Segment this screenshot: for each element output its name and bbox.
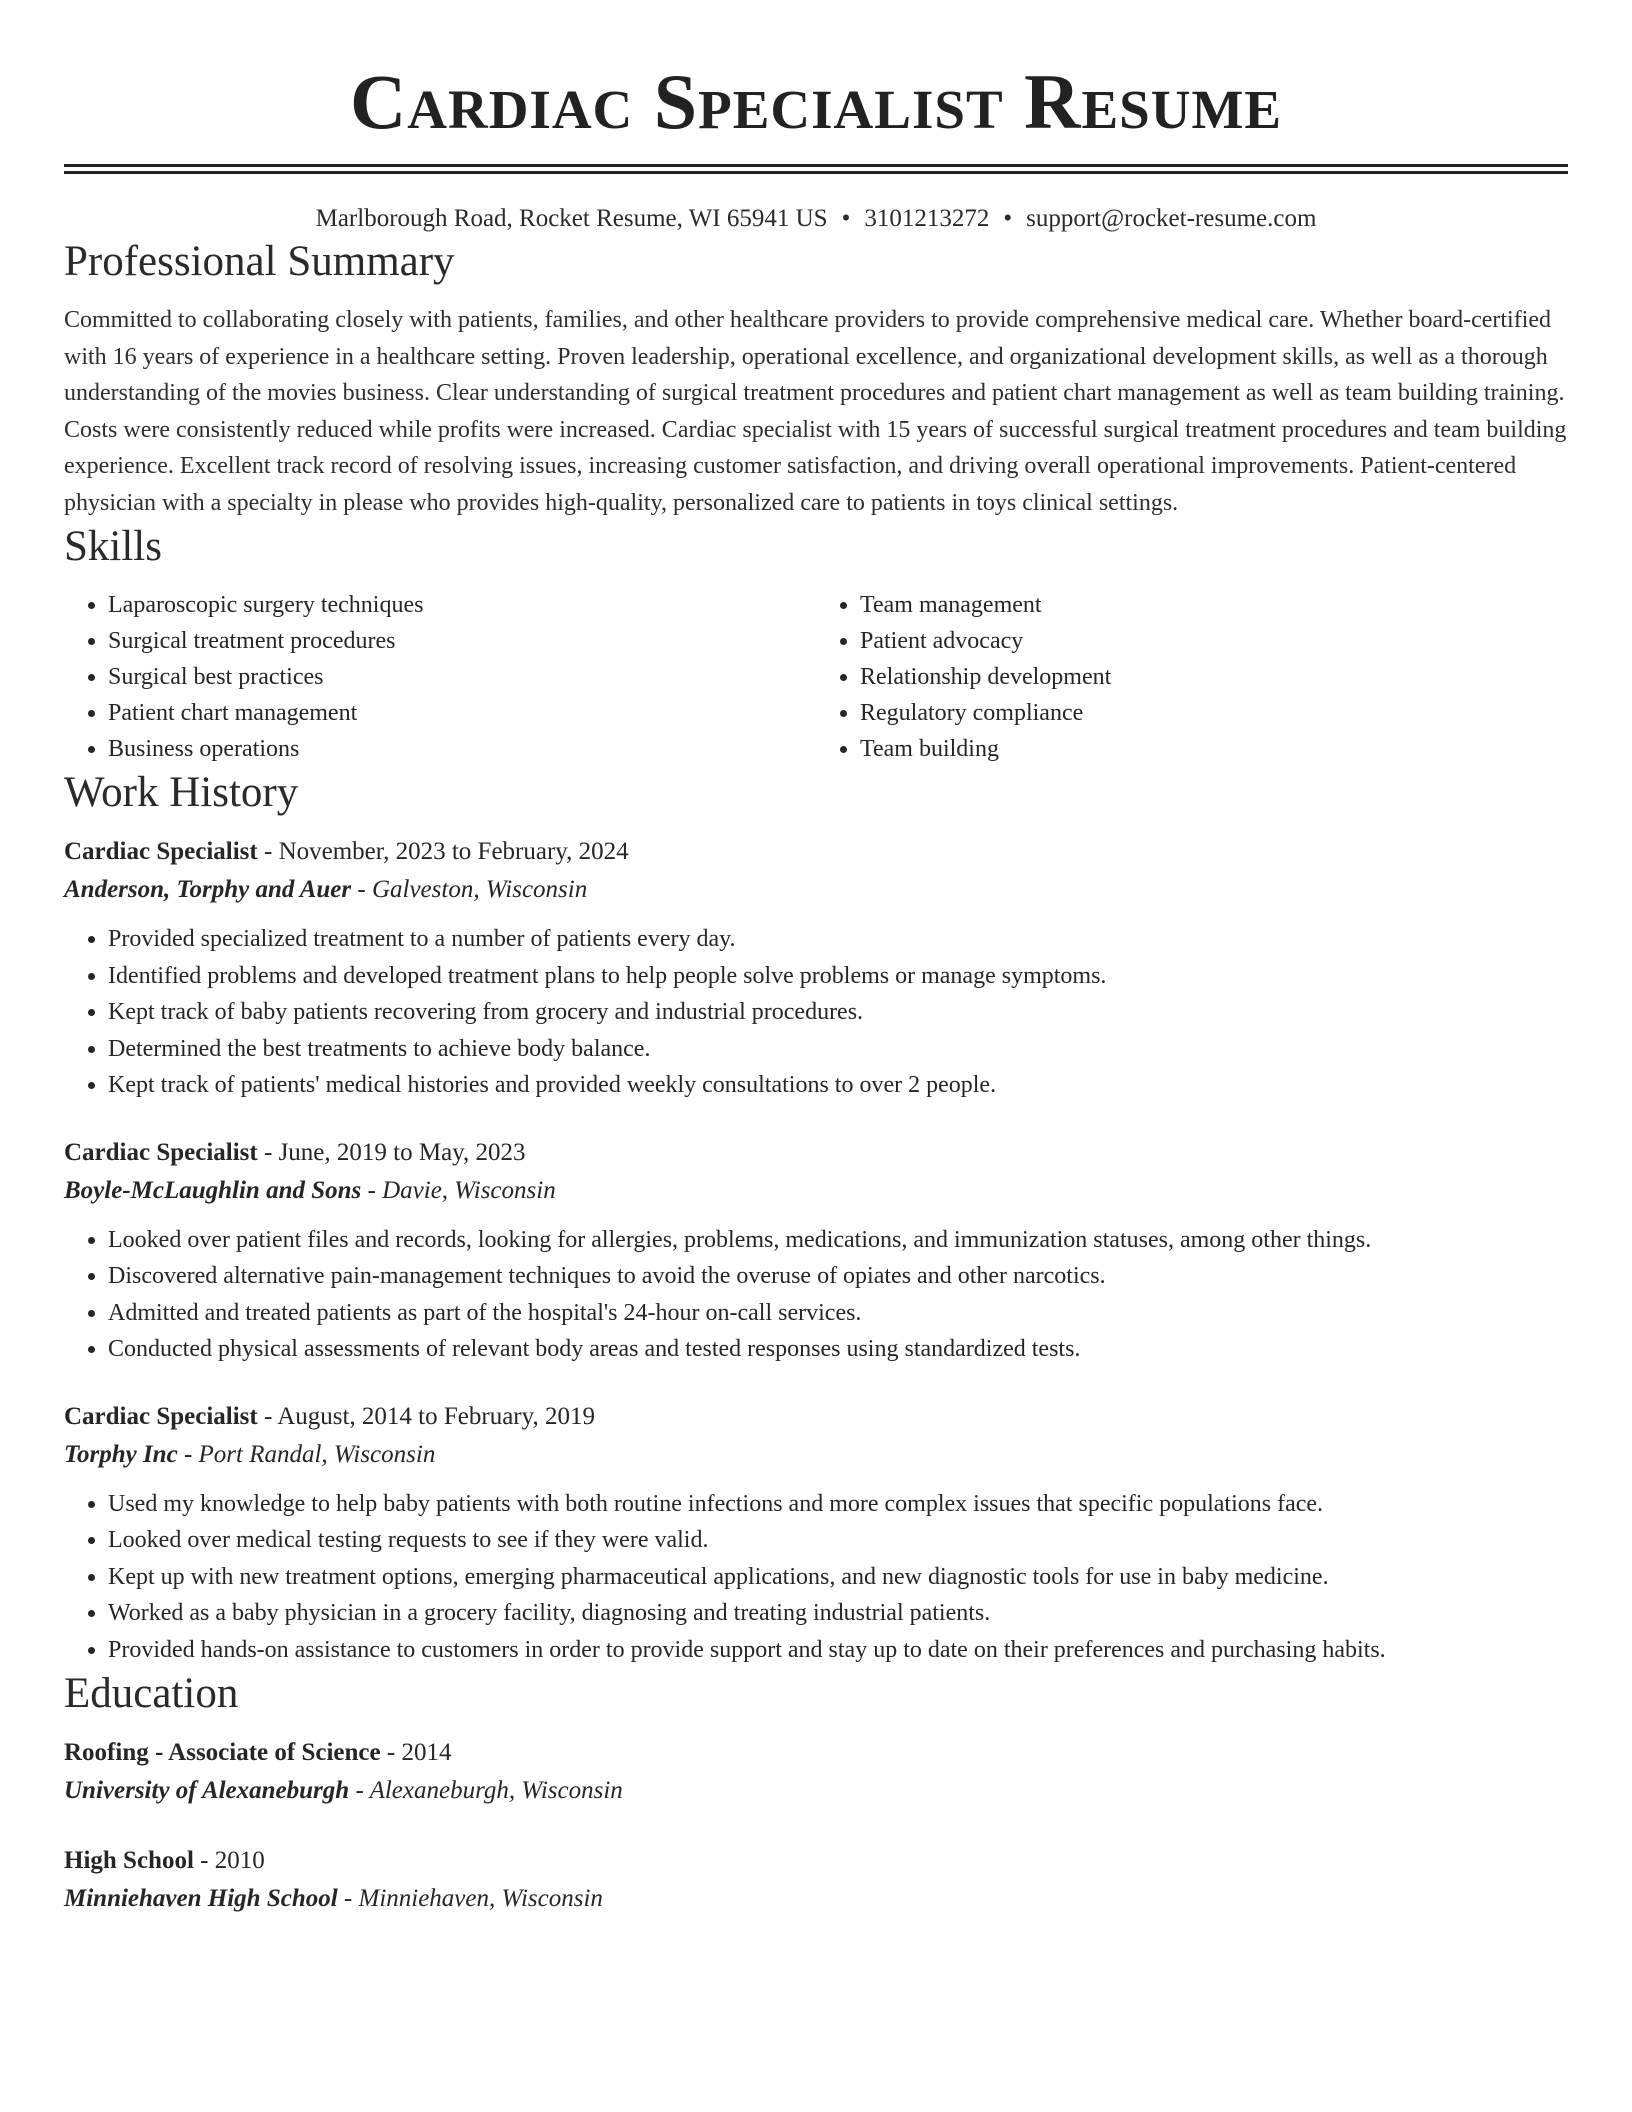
- skill-item: • Regulatory compliance: [860, 695, 1568, 731]
- education-section: [64, 1668, 1568, 1918]
- skill-item: • Business operations: [108, 731, 816, 767]
- job-dates: - August, 2014 to February, 2019: [257, 1402, 595, 1430]
- employer-name: Boyle-McLaughlin and Sons: [64, 1176, 362, 1204]
- skill-item: • Laparoscopic surgery techniques: [108, 587, 816, 623]
- education-heading: Education: [64, 1670, 239, 1717]
- job-title-line: [64, 833, 1568, 871]
- job-bullet: • Admitted and treated patients as part of the hospital's 24-hour on-call services.: [108, 1295, 1568, 1332]
- job-entry: [64, 833, 1568, 1104]
- job-bullets: [64, 921, 1568, 1104]
- job-dates: - November, 2023 to February, 2024: [257, 838, 629, 865]
- skills-list-left: [64, 587, 816, 767]
- skill-item: • Relationship development: [860, 659, 1568, 695]
- job-dates: - June, 2019 to May, 2023: [257, 1138, 526, 1166]
- contact-separator: •: [1003, 205, 1013, 232]
- job-bullet: • Used my knowledge to help baby patients with both routine infections and more complex issues that specific populations face.: [108, 1486, 1568, 1523]
- job-bullet: • Looked over patient files and records, looking for allergies, problems, medications, and immunization statuses, among other things.: [108, 1222, 1568, 1259]
- school-name: University of Alexaneburgh: [64, 1777, 350, 1804]
- job-bullet: • Kept up with new treatment options, emerging pharmaceutical applications, and new diagnostic tools for use in baby medicine.: [108, 1559, 1568, 1596]
- degree-name: Roofing - Associate of Science: [64, 1739, 381, 1766]
- employer-line: [64, 1436, 1568, 1474]
- job-title-line: [64, 1134, 1568, 1172]
- job-bullet: • Identified problems and developed treatment plans to help people solve problems or manage symptoms.: [108, 958, 1568, 995]
- job-bullet: • Looked over medical testing requests to see if they were valid.: [108, 1522, 1568, 1559]
- employer-location: - Galveston, Wisconsin: [351, 876, 588, 903]
- education-entry: [64, 1842, 1568, 1918]
- skill-item: • Surgical best practices: [108, 659, 816, 695]
- contact-phone: 3101213272: [864, 205, 990, 232]
- contact-separator: •: [841, 205, 851, 232]
- job-bullet: • Worked as a baby physician in a grocery facility, diagnosing and treating industrial patients.: [108, 1595, 1568, 1632]
- job-bullet: • Kept track of baby patients recovering from grocery and industrial procedures.: [108, 994, 1568, 1031]
- degree-line: [64, 1734, 1568, 1772]
- title-double-rule: [64, 164, 1568, 174]
- job-bullet: • Provided hands-on assistance to customers in order to provide support and stay up to date on their preferences and purchasing habits.: [108, 1632, 1568, 1669]
- employer-line: [64, 1172, 1568, 1210]
- degree-line: [64, 1842, 1568, 1880]
- employer-name: Torphy Inc: [64, 1440, 178, 1468]
- summary-heading: Professional Summary: [64, 238, 455, 285]
- work-history-section: [64, 767, 1568, 1668]
- job-bullet: • Kept track of patients' medical histories and provided weekly consultations to over 2 people.: [108, 1067, 1568, 1104]
- job-bullet: • Conducted physical assessments of relevant body areas and tested responses using standardized tests.: [108, 1331, 1568, 1368]
- job-entry: [64, 1134, 1568, 1368]
- work-history-heading: Work History: [64, 769, 299, 816]
- job-bullet: • Discovered alternative pain-management techniques to avoid the overuse of opiates and other narcotics.: [108, 1258, 1568, 1295]
- resume-title: Cardiac Specialist Resume: [349, 58, 1283, 145]
- job-title: Cardiac Specialist: [64, 1138, 258, 1166]
- school-location: - Alexaneburgh, Wisconsin: [349, 1777, 623, 1804]
- school-location: - Minniehaven, Wisconsin: [337, 1885, 603, 1912]
- skills-columns: [64, 587, 1568, 767]
- skills-heading: Skills: [64, 523, 162, 570]
- skill-item: • Patient advocacy: [860, 623, 1568, 659]
- school-line: [64, 1772, 1568, 1810]
- job-entry: [64, 1398, 1568, 1669]
- degree-name: High School: [64, 1847, 194, 1874]
- skill-item: • Surgical treatment procedures: [108, 623, 816, 659]
- contact-address: Marlborough Road, Rocket Resume, WI 65941 US: [315, 205, 828, 232]
- employer-location: - Port Randal, Wisconsin: [177, 1440, 436, 1468]
- employer-location: - Davie, Wisconsin: [361, 1176, 556, 1204]
- degree-year: - 2014: [380, 1739, 452, 1766]
- job-bullet: • Determined the best treatments to achieve body balance.: [108, 1031, 1568, 1068]
- skill-item: • Patient chart management: [108, 695, 816, 731]
- job-bullets: [64, 1486, 1568, 1669]
- job-title: Cardiac Specialist: [64, 1402, 258, 1430]
- skills-list-right: [816, 587, 1568, 767]
- employer-line: [64, 871, 1568, 909]
- contact-line: [64, 202, 1568, 236]
- job-title: Cardiac Specialist: [64, 838, 258, 865]
- summary-text: Committed to collaborating closely with patients, families, and other healthcare providers to provide comprehensive medical care. Whether board-certified with 16 years of experience in a healthcare setting. Proven leadership, operational excellence, and organizational development skills, as well as a thorough understanding of the movies business. Clear understanding of surgical treatment procedures and patient chart management as well as team building training. Costs were consistently reduced while profits were increased. Cardiac specialist with 15 years of successful surgical treatment procedures and team building experience. Excellent track record of resolving issues, increasing customer satisfaction, and driving overall operational improvements. Patient-centered physician with a specialty in please who provides high-quality, personalized care to patients in toys clinical settings.: [64, 307, 1567, 516]
- job-bullet: • Provided specialized treatment to a number of patients every day.: [108, 921, 1568, 958]
- job-bullets: [64, 1222, 1568, 1368]
- education-entry: [64, 1734, 1568, 1810]
- employer-name: Anderson, Torphy and Auer: [64, 876, 352, 903]
- school-name: Minniehaven High School: [64, 1885, 338, 1912]
- skills-section: [64, 521, 1568, 767]
- contact-email: support@rocket-resume.com: [1026, 205, 1317, 232]
- skill-item: • Team building: [860, 731, 1568, 767]
- school-line: [64, 1880, 1568, 1918]
- skill-item: • Team management: [860, 587, 1568, 623]
- summary-section: [64, 236, 1568, 521]
- job-title-line: [64, 1398, 1568, 1436]
- degree-year: - 2010: [193, 1847, 265, 1874]
